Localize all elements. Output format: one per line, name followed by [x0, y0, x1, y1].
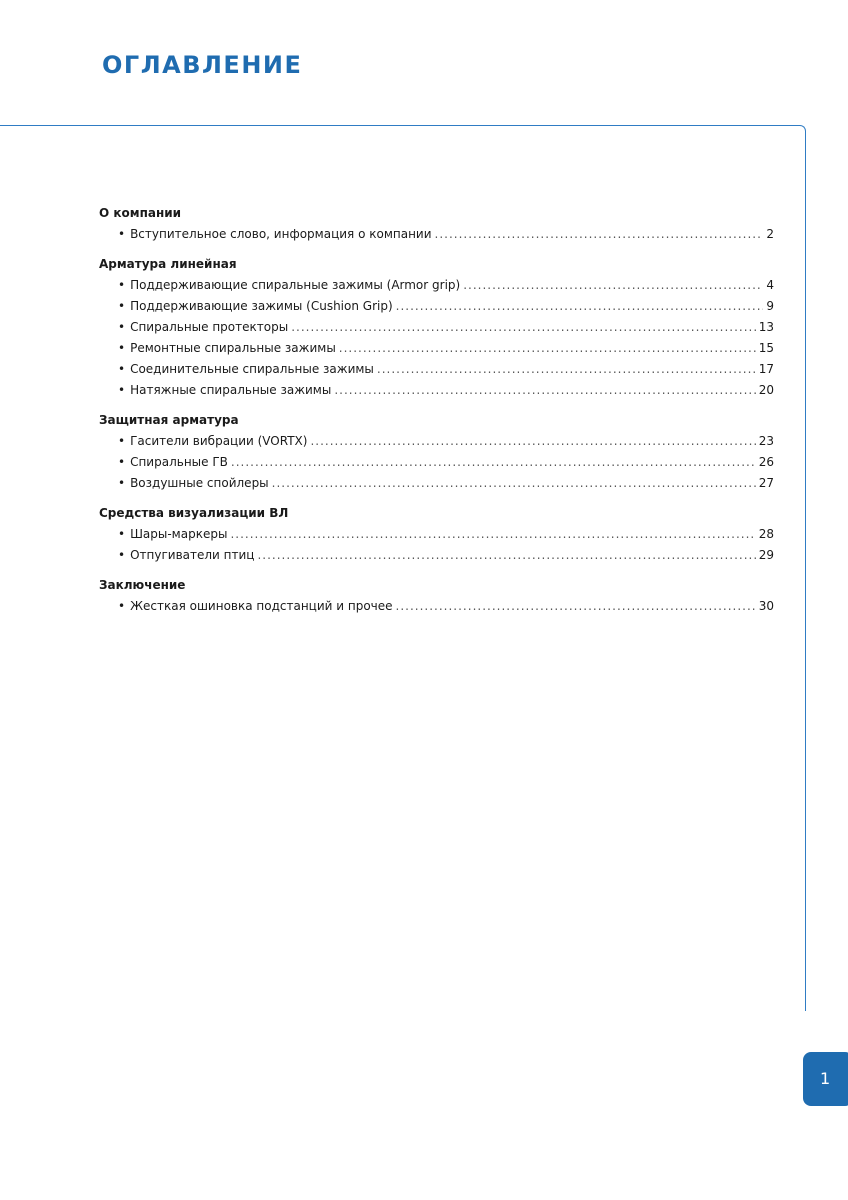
dot-leader [339, 340, 756, 356]
toc-entry-label: Соединительные спиральные зажимы [130, 362, 374, 376]
toc-entry-page: 4 [766, 278, 774, 292]
bullet-icon: • [118, 527, 126, 541]
toc-section [99, 256, 774, 403]
toc-entry-label: Жесткая ошиновка подстанций и прочее [130, 599, 393, 613]
toc-section-title: Защитная арматура [99, 413, 239, 427]
dot-leader [272, 475, 756, 491]
bullet-icon: • [118, 320, 126, 334]
toc-entry-page: 2 [766, 227, 774, 241]
dot-leader [291, 319, 756, 335]
toc-section-title: Средства визуализации ВЛ [99, 506, 289, 520]
dot-leader [463, 277, 763, 293]
dot-leader [435, 226, 764, 242]
toc-entry[interactable] [99, 340, 774, 361]
toc-entry-page: 9 [766, 299, 774, 313]
toc-entry[interactable] [99, 547, 774, 568]
bullet-icon: • [118, 455, 126, 469]
toc-entry[interactable] [99, 277, 774, 298]
toc-entry-label: Натяжные спиральные зажимы [130, 383, 332, 397]
toc-entry-label: Воздушные спойлеры [130, 476, 269, 490]
toc-entry-page: 15 [758, 341, 774, 355]
bullet-icon: • [118, 599, 126, 613]
toc-entry-label: Поддерживающие спиральные зажимы (Armor grip) [130, 278, 461, 292]
toc-entry[interactable] [99, 382, 774, 403]
toc-entry-label: Спиральные протекторы [130, 320, 289, 334]
toc-entry-page: 17 [758, 362, 774, 376]
dot-leader [396, 298, 764, 314]
bullet-icon: • [118, 227, 126, 241]
dot-leader [257, 547, 755, 563]
dot-leader [377, 361, 756, 377]
toc-entry[interactable] [99, 454, 774, 475]
toc-entry-label: Шары-маркеры [130, 527, 228, 541]
toc-entry-label: Гасители вибрации (VORTX) [130, 434, 308, 448]
toc-section [99, 205, 774, 247]
toc-entry[interactable] [99, 475, 774, 496]
toc-section-title: О компании [99, 206, 182, 220]
bullet-icon: • [118, 362, 126, 376]
toc-section [99, 412, 774, 496]
toc-entry-page: 23 [758, 434, 774, 448]
toc-entry-label: Спиральные ГВ [130, 455, 228, 469]
toc-entry[interactable] [99, 598, 774, 619]
bullet-icon: • [118, 341, 126, 355]
toc-entry-label: Отпугиватели птиц [130, 548, 255, 562]
bullet-icon: • [118, 278, 126, 292]
toc-entry-label: Ремонтные спиральные зажимы [130, 341, 336, 355]
bullet-icon: • [118, 476, 126, 490]
dot-leader [334, 382, 755, 398]
toc-entry[interactable] [99, 319, 774, 340]
toc-entry-label: Вступительное слово, информация о компании [130, 227, 432, 241]
toc-entry-page: 13 [758, 320, 774, 334]
dot-leader [231, 454, 756, 470]
page-title: ОГЛАВЛЕНИЕ [102, 51, 303, 79]
toc-entry[interactable] [99, 361, 774, 382]
toc-entry-page: 30 [758, 599, 774, 613]
toc-entry[interactable] [99, 526, 774, 547]
bullet-icon: • [118, 548, 126, 562]
page-number-tab: 1 [803, 1052, 848, 1106]
bullet-icon: • [118, 299, 126, 313]
toc-entry[interactable] [99, 226, 774, 247]
toc-section [99, 577, 774, 619]
toc-section [99, 505, 774, 568]
dot-leader [396, 598, 756, 614]
toc-entry[interactable] [99, 433, 774, 454]
dot-leader [310, 433, 755, 449]
bullet-icon: • [118, 383, 126, 397]
table-of-contents [99, 205, 774, 628]
toc-entry-page: 27 [758, 476, 774, 490]
dot-leader [230, 526, 755, 542]
toc-entry-page: 29 [758, 548, 774, 562]
toc-section-title: Заключение [99, 578, 186, 592]
toc-entry-page: 20 [758, 383, 774, 397]
toc-entry-page: 28 [758, 527, 774, 541]
toc-entry-label: Поддерживающие зажимы (Cushion Grip) [130, 299, 393, 313]
toc-entry-page: 26 [758, 455, 774, 469]
bullet-icon: • [118, 434, 126, 448]
toc-section-title: Арматура линейная [99, 257, 237, 271]
toc-entry[interactable] [99, 298, 774, 319]
